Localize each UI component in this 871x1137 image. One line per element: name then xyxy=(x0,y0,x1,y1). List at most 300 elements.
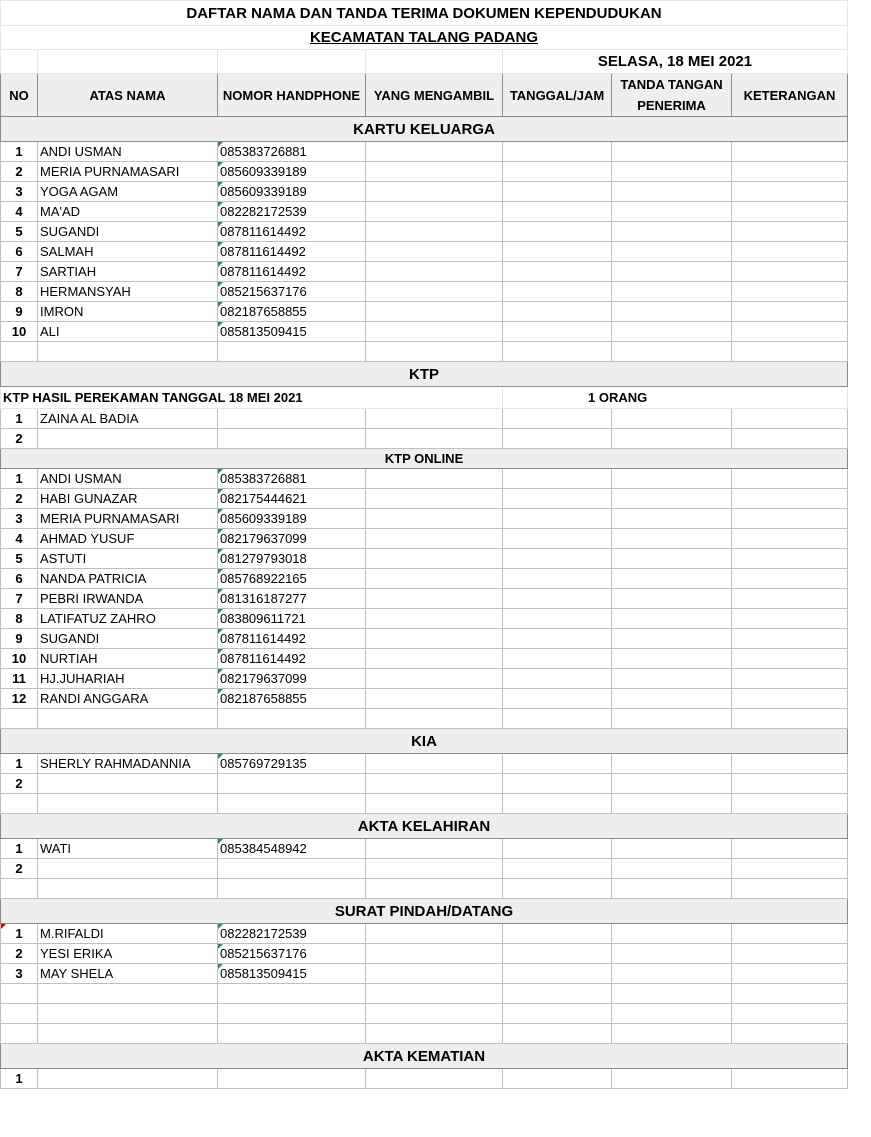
recipient-name[interactable] xyxy=(38,222,218,242)
taker-cell[interactable] xyxy=(366,669,503,689)
datetime-cell[interactable] xyxy=(503,182,612,202)
phone-number[interactable] xyxy=(218,282,366,302)
empty-cell[interactable] xyxy=(218,879,366,899)
phone-number[interactable] xyxy=(218,529,366,549)
taker-cell[interactable] xyxy=(366,282,503,302)
phone-number-text: 085813509415 xyxy=(220,966,307,981)
section-title: KIA xyxy=(1,729,848,754)
notes-cell[interactable] xyxy=(732,409,848,429)
notes-cell[interactable] xyxy=(732,262,848,282)
recipient-name[interactable] xyxy=(38,754,218,774)
recipient-name-text: SARTIAH xyxy=(40,264,97,279)
comment-marker-green-icon xyxy=(218,302,223,307)
phone-number[interactable] xyxy=(218,839,366,859)
recipient-name-text: M.RIFALDI xyxy=(40,926,104,941)
recipient-name[interactable] xyxy=(38,944,218,964)
empty-cell[interactable] xyxy=(366,984,503,1004)
signature-cell[interactable] xyxy=(612,322,732,342)
signature-cell[interactable] xyxy=(612,162,732,182)
notes-cell[interactable] xyxy=(732,964,848,984)
recipient-name[interactable] xyxy=(38,302,218,322)
signature-cell[interactable] xyxy=(612,429,732,449)
recipient-name-text: YOGA AGAM xyxy=(40,184,119,199)
datetime-cell[interactable] xyxy=(503,529,612,549)
recipient-name[interactable] xyxy=(38,529,218,549)
empty-cell[interactable] xyxy=(1,1024,38,1044)
signature-cell[interactable] xyxy=(612,859,732,879)
row-number-text: 2 xyxy=(15,776,23,791)
datetime-cell[interactable] xyxy=(503,222,612,242)
empty-cell[interactable] xyxy=(218,794,366,814)
taker-cell[interactable] xyxy=(366,142,503,162)
empty-cell[interactable] xyxy=(732,984,848,1004)
phone-number[interactable] xyxy=(218,569,366,589)
signature-cell[interactable] xyxy=(612,302,732,322)
phone-number[interactable] xyxy=(218,202,366,222)
empty-cell[interactable] xyxy=(366,709,503,729)
signature-cell[interactable] xyxy=(612,754,732,774)
recipient-name[interactable] xyxy=(38,489,218,509)
notes-cell[interactable] xyxy=(732,924,848,944)
recipient-name[interactable] xyxy=(38,629,218,649)
taker-cell[interactable] xyxy=(366,429,503,449)
empty-cell[interactable] xyxy=(218,1024,366,1044)
row-number-text: 7 xyxy=(15,591,23,606)
phone-number[interactable] xyxy=(218,509,366,529)
signature-cell[interactable] xyxy=(612,689,732,709)
datetime-cell[interactable] xyxy=(503,689,612,709)
notes-cell[interactable] xyxy=(732,649,848,669)
taker-cell[interactable] xyxy=(366,202,503,222)
comment-marker-green-icon xyxy=(218,689,223,694)
empty-cell[interactable] xyxy=(612,709,732,729)
empty-cell[interactable] xyxy=(366,794,503,814)
ktp-recording-count: 1 ORANG xyxy=(503,387,848,409)
signature-cell[interactable] xyxy=(612,282,732,302)
empty-cell[interactable] xyxy=(612,342,732,362)
row-number-text: 1 xyxy=(15,841,23,856)
datetime-cell[interactable] xyxy=(503,649,612,669)
datetime-cell[interactable] xyxy=(503,1069,612,1089)
taker-cell[interactable] xyxy=(366,242,503,262)
row-number xyxy=(1,489,38,509)
datetime-cell[interactable] xyxy=(503,489,612,509)
recipient-name-text: SHERLY RAHMADANNIA xyxy=(40,756,191,771)
comment-marker-green-icon xyxy=(218,649,223,654)
phone-number[interactable] xyxy=(218,689,366,709)
taker-cell[interactable] xyxy=(366,964,503,984)
taker-cell[interactable] xyxy=(366,529,503,549)
taker-cell[interactable] xyxy=(366,409,503,429)
empty-cell[interactable] xyxy=(503,709,612,729)
notes-cell[interactable] xyxy=(732,509,848,529)
datetime-cell[interactable] xyxy=(503,774,612,794)
signature-cell[interactable] xyxy=(612,222,732,242)
recipient-name-text: YESI ERIKA xyxy=(40,946,113,961)
signature-cell[interactable] xyxy=(612,589,732,609)
phone-number-text: 085609339189 xyxy=(220,511,307,526)
empty-cell[interactable] xyxy=(218,1004,366,1024)
notes-cell[interactable] xyxy=(732,774,848,794)
datetime-cell[interactable] xyxy=(503,754,612,774)
phone-number[interactable] xyxy=(218,1069,366,1089)
phone-number-text: 082175444621 xyxy=(220,491,307,506)
notes-cell[interactable] xyxy=(732,859,848,879)
taker-cell[interactable] xyxy=(366,1069,503,1089)
signature-cell[interactable] xyxy=(612,1069,732,1089)
taker-cell[interactable] xyxy=(366,649,503,669)
datetime-cell[interactable] xyxy=(503,944,612,964)
notes-cell[interactable] xyxy=(732,609,848,629)
signature-cell[interactable] xyxy=(612,182,732,202)
empty-cell[interactable] xyxy=(38,879,218,899)
empty-cell[interactable] xyxy=(38,709,218,729)
datetime-cell[interactable] xyxy=(503,569,612,589)
taker-cell[interactable] xyxy=(366,754,503,774)
datetime-cell[interactable] xyxy=(503,609,612,629)
recipient-name[interactable] xyxy=(38,322,218,342)
section-title: SURAT PINDAH/DATANG xyxy=(1,899,848,924)
empty-cell[interactable] xyxy=(38,342,218,362)
document-subtitle: KECAMATAN TALANG PADANG xyxy=(1,26,848,50)
table-row xyxy=(1,754,848,774)
section-title: KARTU KELUARGA xyxy=(1,117,848,142)
signature-cell[interactable] xyxy=(612,529,732,549)
phone-number[interactable] xyxy=(218,859,366,879)
empty-cell[interactable] xyxy=(1,342,38,362)
notes-cell[interactable] xyxy=(732,569,848,589)
empty-cell[interactable] xyxy=(1,879,38,899)
row-number-text: 8 xyxy=(15,611,23,626)
empty-cell[interactable] xyxy=(38,984,218,1004)
phone-number[interactable] xyxy=(218,649,366,669)
datetime-cell[interactable] xyxy=(503,322,612,342)
empty-cell[interactable] xyxy=(732,1024,848,1044)
datetime-cell[interactable] xyxy=(503,839,612,859)
empty-cell[interactable] xyxy=(1,984,38,1004)
signature-cell[interactable] xyxy=(612,924,732,944)
empty-cell[interactable] xyxy=(38,794,218,814)
recipient-name[interactable] xyxy=(38,262,218,282)
taker-cell[interactable] xyxy=(366,774,503,794)
datetime-cell[interactable] xyxy=(503,202,612,222)
phone-number[interactable] xyxy=(218,609,366,629)
recipient-name[interactable] xyxy=(38,569,218,589)
signature-cell[interactable] xyxy=(612,489,732,509)
row-number-text: 6 xyxy=(15,244,23,259)
comment-marker-green-icon xyxy=(218,322,223,327)
empty-cell[interactable] xyxy=(503,879,612,899)
empty-cell[interactable] xyxy=(612,879,732,899)
row-number xyxy=(1,649,38,669)
empty-cell[interactable] xyxy=(38,1024,218,1044)
notes-cell[interactable] xyxy=(732,529,848,549)
recipient-name[interactable] xyxy=(38,649,218,669)
datetime-cell[interactable] xyxy=(503,429,612,449)
empty-cell[interactable] xyxy=(366,1024,503,1044)
notes-cell[interactable] xyxy=(732,589,848,609)
phone-number[interactable] xyxy=(218,469,366,489)
comment-marker-green-icon xyxy=(218,964,223,969)
datetime-cell[interactable] xyxy=(503,549,612,569)
datetime-cell[interactable] xyxy=(503,669,612,689)
notes-cell[interactable] xyxy=(732,282,848,302)
phone-number[interactable] xyxy=(218,142,366,162)
taker-cell[interactable] xyxy=(366,509,503,529)
empty-cell[interactable] xyxy=(732,342,848,362)
datetime-cell[interactable] xyxy=(503,629,612,649)
section-header-row xyxy=(1,814,848,839)
table-row xyxy=(1,689,848,709)
taker-cell[interactable] xyxy=(366,489,503,509)
taker-cell[interactable] xyxy=(366,629,503,649)
empty-cell[interactable] xyxy=(503,1004,612,1024)
row-number-text: 1 xyxy=(15,756,23,771)
empty-cell[interactable] xyxy=(38,1004,218,1024)
signature-cell[interactable] xyxy=(612,202,732,222)
notes-cell[interactable] xyxy=(732,839,848,859)
taker-cell[interactable] xyxy=(366,549,503,569)
phone-number[interactable] xyxy=(218,549,366,569)
datetime-cell[interactable] xyxy=(503,162,612,182)
phone-number[interactable] xyxy=(218,669,366,689)
empty-cell[interactable] xyxy=(503,984,612,1004)
signature-cell[interactable] xyxy=(612,509,732,529)
datetime-cell[interactable] xyxy=(503,282,612,302)
taker-cell[interactable] xyxy=(366,322,503,342)
recipient-name[interactable] xyxy=(38,509,218,529)
phone-number-text: 082187658855 xyxy=(220,691,307,706)
recipient-name[interactable] xyxy=(38,142,218,162)
comment-marker-green-icon xyxy=(218,202,223,207)
phone-number-text: 085813509415 xyxy=(220,324,307,339)
taker-cell[interactable] xyxy=(366,924,503,944)
phone-number[interactable] xyxy=(218,589,366,609)
phone-number-text: 082282172539 xyxy=(220,204,307,219)
phone-number[interactable] xyxy=(218,754,366,774)
recipient-name[interactable] xyxy=(38,964,218,984)
notes-cell[interactable] xyxy=(732,142,848,162)
notes-cell[interactable] xyxy=(732,489,848,509)
notes-cell[interactable] xyxy=(732,322,848,342)
recipient-name[interactable] xyxy=(38,924,218,944)
notes-cell[interactable] xyxy=(732,222,848,242)
row-number-text: 1 xyxy=(15,1071,23,1086)
phone-number[interactable] xyxy=(218,409,366,429)
signature-cell[interactable] xyxy=(612,774,732,794)
datetime-cell[interactable] xyxy=(503,469,612,489)
table-row xyxy=(1,322,848,342)
taker-cell[interactable] xyxy=(366,469,503,489)
phone-number[interactable] xyxy=(218,944,366,964)
row-number xyxy=(1,162,38,182)
notes-cell[interactable] xyxy=(732,549,848,569)
empty-cell[interactable] xyxy=(366,1004,503,1024)
recipient-name[interactable] xyxy=(38,409,218,429)
phone-number-text: 085383726881 xyxy=(220,144,307,159)
section-header-row xyxy=(1,729,848,754)
empty-cell[interactable] xyxy=(732,794,848,814)
phone-number[interactable] xyxy=(218,162,366,182)
signature-cell[interactable] xyxy=(612,549,732,569)
datetime-cell[interactable] xyxy=(503,409,612,429)
datetime-cell[interactable] xyxy=(503,142,612,162)
notes-cell[interactable] xyxy=(732,629,848,649)
taker-cell[interactable] xyxy=(366,569,503,589)
datetime-cell[interactable] xyxy=(503,924,612,944)
taker-cell[interactable] xyxy=(366,162,503,182)
document-title: DAFTAR NAMA DAN TANDA TERIMA DOKUMEN KEPENDUDUKAN xyxy=(1,1,848,26)
empty-cell[interactable] xyxy=(1,1004,38,1024)
empty-cell[interactable] xyxy=(732,1004,848,1024)
taker-cell[interactable] xyxy=(366,609,503,629)
row-number xyxy=(1,322,38,342)
taker-cell[interactable] xyxy=(366,839,503,859)
empty-cell[interactable] xyxy=(366,342,503,362)
empty-cell[interactable] xyxy=(218,342,366,362)
phone-number[interactable] xyxy=(218,964,366,984)
row-number-text: 2 xyxy=(15,164,23,179)
recipient-name-text: HABI GUNAZAR xyxy=(40,491,138,506)
comment-marker-green-icon xyxy=(218,669,223,674)
datetime-cell[interactable] xyxy=(503,262,612,282)
phone-number[interactable] xyxy=(218,242,366,262)
signature-cell[interactable] xyxy=(612,839,732,859)
taker-cell[interactable] xyxy=(366,222,503,242)
row-number-text: 3 xyxy=(15,966,23,981)
recipient-name[interactable] xyxy=(38,202,218,222)
signature-cell[interactable] xyxy=(612,669,732,689)
empty-cell[interactable] xyxy=(503,794,612,814)
recipient-name[interactable] xyxy=(38,549,218,569)
datetime-cell[interactable] xyxy=(503,859,612,879)
recipient-name[interactable] xyxy=(38,1069,218,1089)
taker-cell[interactable] xyxy=(366,859,503,879)
notes-cell[interactable] xyxy=(732,429,848,449)
signature-cell[interactable] xyxy=(612,609,732,629)
signature-cell[interactable] xyxy=(612,569,732,589)
recipient-name[interactable] xyxy=(38,669,218,689)
phone-number-text: 087811614492 xyxy=(220,264,306,279)
recipient-name[interactable] xyxy=(38,859,218,879)
recipient-name[interactable] xyxy=(38,609,218,629)
phone-number[interactable] xyxy=(218,322,366,342)
signature-cell[interactable] xyxy=(612,262,732,282)
signature-cell[interactable] xyxy=(612,142,732,162)
recipient-name[interactable] xyxy=(38,469,218,489)
empty-cell[interactable] xyxy=(218,709,366,729)
comment-marker-green-icon xyxy=(218,142,223,147)
notes-cell[interactable] xyxy=(732,242,848,262)
empty-cell[interactable] xyxy=(612,984,732,1004)
phone-number[interactable] xyxy=(218,182,366,202)
recipient-name[interactable] xyxy=(38,589,218,609)
signature-cell[interactable] xyxy=(612,242,732,262)
datetime-cell[interactable] xyxy=(503,242,612,262)
recipient-name[interactable] xyxy=(38,429,218,449)
signature-cell[interactable] xyxy=(612,649,732,669)
phone-number[interactable] xyxy=(218,924,366,944)
notes-cell[interactable] xyxy=(732,182,848,202)
phone-number[interactable] xyxy=(218,262,366,282)
empty-cell[interactable] xyxy=(503,1024,612,1044)
recipient-name[interactable] xyxy=(38,689,218,709)
empty-cell[interactable] xyxy=(1,709,38,729)
datetime-cell[interactable] xyxy=(503,964,612,984)
recipient-name[interactable] xyxy=(38,839,218,859)
taker-cell[interactable] xyxy=(366,589,503,609)
empty-cell[interactable] xyxy=(612,1004,732,1024)
empty-cell[interactable] xyxy=(1,794,38,814)
phone-number[interactable] xyxy=(218,429,366,449)
signature-cell[interactable] xyxy=(612,409,732,429)
notes-cell[interactable] xyxy=(732,944,848,964)
notes-cell[interactable] xyxy=(732,1069,848,1089)
notes-cell[interactable] xyxy=(732,469,848,489)
recipient-name[interactable] xyxy=(38,774,218,794)
empty-cell[interactable] xyxy=(218,984,366,1004)
table-row xyxy=(1,409,848,429)
phone-number[interactable] xyxy=(218,302,366,322)
taker-cell[interactable] xyxy=(366,302,503,322)
phone-number[interactable] xyxy=(218,629,366,649)
empty-row xyxy=(1,879,848,899)
taker-cell[interactable] xyxy=(366,182,503,202)
notes-cell[interactable] xyxy=(732,202,848,222)
row-number xyxy=(1,924,38,944)
row-number xyxy=(1,944,38,964)
table-row xyxy=(1,649,848,669)
notes-cell[interactable] xyxy=(732,162,848,182)
row-number xyxy=(1,222,38,242)
datetime-cell[interactable] xyxy=(503,509,612,529)
notes-cell[interactable] xyxy=(732,669,848,689)
signature-cell[interactable] xyxy=(612,964,732,984)
row-number xyxy=(1,469,38,489)
recipient-name[interactable] xyxy=(38,242,218,262)
recipient-name[interactable] xyxy=(38,282,218,302)
row-number xyxy=(1,509,38,529)
signature-cell[interactable] xyxy=(612,944,732,964)
taker-cell[interactable] xyxy=(366,944,503,964)
empty-cell[interactable] xyxy=(732,879,848,899)
empty-cell[interactable] xyxy=(732,709,848,729)
empty-cell[interactable] xyxy=(366,879,503,899)
recipient-name-text: ZAINA AL BADIA xyxy=(40,411,139,426)
phone-number[interactable] xyxy=(218,489,366,509)
phone-number[interactable] xyxy=(218,774,366,794)
empty-cell[interactable] xyxy=(612,794,732,814)
notes-cell[interactable] xyxy=(732,754,848,774)
datetime-cell[interactable] xyxy=(503,302,612,322)
notes-cell[interactable] xyxy=(732,689,848,709)
taker-cell[interactable] xyxy=(366,689,503,709)
table-row xyxy=(1,202,848,222)
phone-number[interactable] xyxy=(218,222,366,242)
recipient-name[interactable] xyxy=(38,182,218,202)
row-number-text: 6 xyxy=(15,571,23,586)
notes-cell[interactable] xyxy=(732,302,848,322)
empty-cell[interactable] xyxy=(503,342,612,362)
datetime-cell[interactable] xyxy=(503,589,612,609)
signature-cell[interactable] xyxy=(612,629,732,649)
phone-number-text: 082179637099 xyxy=(220,671,307,686)
recipient-name[interactable] xyxy=(38,162,218,182)
recipient-name-text: SUGANDI xyxy=(40,631,100,646)
taker-cell[interactable] xyxy=(366,262,503,282)
signature-cell[interactable] xyxy=(612,469,732,489)
empty-cell[interactable] xyxy=(612,1024,732,1044)
